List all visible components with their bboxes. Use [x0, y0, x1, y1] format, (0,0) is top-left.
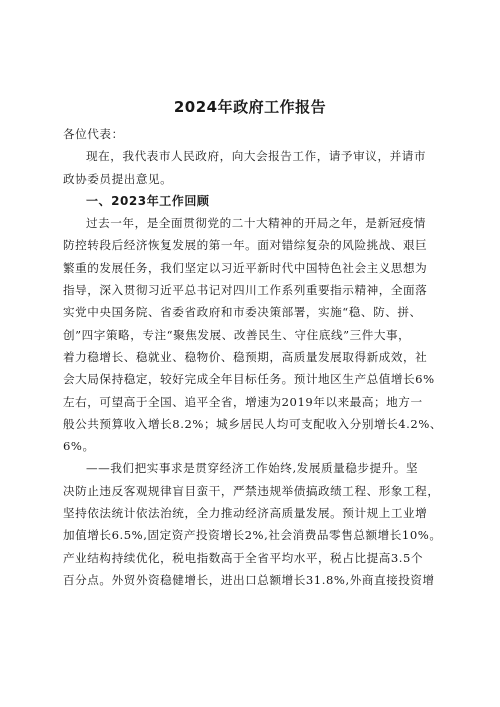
paragraph-line: 政协委员提出意见。 — [63, 171, 173, 186]
paragraph-line: 现在，我代表市人民政府，向大会报告工作，请予审议，并请市 — [86, 149, 427, 164]
paragraph-line: 过去一年，是全面贯彻党的二十大精神的开局之年，是新冠疫情 — [86, 216, 427, 231]
paragraph-line: 产业结构持续优化，税电指数高于全省平均水平，税占比提高3.5个 — [63, 550, 424, 565]
salutation-line: 各位代表： — [63, 127, 124, 141]
paragraph-line: 般公共预算收入增长8.2%；城乡居民人均可支配收入分别增长4.2%、 — [63, 416, 443, 431]
paragraph-line: 会大局保持稳定，较好完成全年目标任务。预计地区生产总值增长6% — [63, 372, 435, 387]
paragraph-line: 防控转段后经济恢复发展的第一年。面对错综复杂的风险挑战、艰巨 — [63, 238, 428, 253]
document-title: 2024年政府工作报告 — [173, 98, 327, 116]
section-heading: 一、2023年工作回顾 — [86, 193, 210, 208]
paragraph-line: ——我们把实事求是贯穿经济工作始终,发展质量稳步提升。坚 — [86, 461, 419, 476]
paragraph-line: 繁重的发展任务，我们坚定以习近平新时代中国特色社会主义思想为 — [63, 260, 428, 275]
document-body — [63, 123, 443, 591]
paragraph-line: 实党中央国务院、省委省政府和市委决策部署，实施“稳、防、拼、 — [63, 305, 422, 320]
paragraph-line: 百分点。外贸外资稳健增长，进出口总额增长31.8%,外商直接投资增 — [63, 572, 435, 587]
paragraph-line: 着力稳增长、稳就业、稳物价、稳预期，高质量发展取得新成效，社 — [63, 349, 428, 364]
paragraph-line: 坚持依法统计依法治统，全力推动经济高质量发展。预计规上工业增 — [63, 506, 428, 521]
paragraph-line: 加值增长6.5%,固定资产投资增长2%,社会消费品零售总额增长10%。 — [63, 528, 442, 543]
paragraph-line: 6%。 — [63, 439, 95, 454]
paragraph-line: 决防止违反客观规律盲目蛮干，严禁违规举债搞政绩工程、形象工程， — [63, 483, 440, 498]
paragraph-line: 指导，深入贯彻习近平总书记对四川工作系列重要指示精神，全面落 — [63, 283, 428, 298]
paragraph-line: 左右，可望高于全国、追平全省，增速为2019年以来最高；地方一 — [63, 394, 423, 409]
paragraph-line: 创”四字策略，专注“聚焦发展、改善民生、守住底线”三件大事， — [63, 327, 411, 342]
